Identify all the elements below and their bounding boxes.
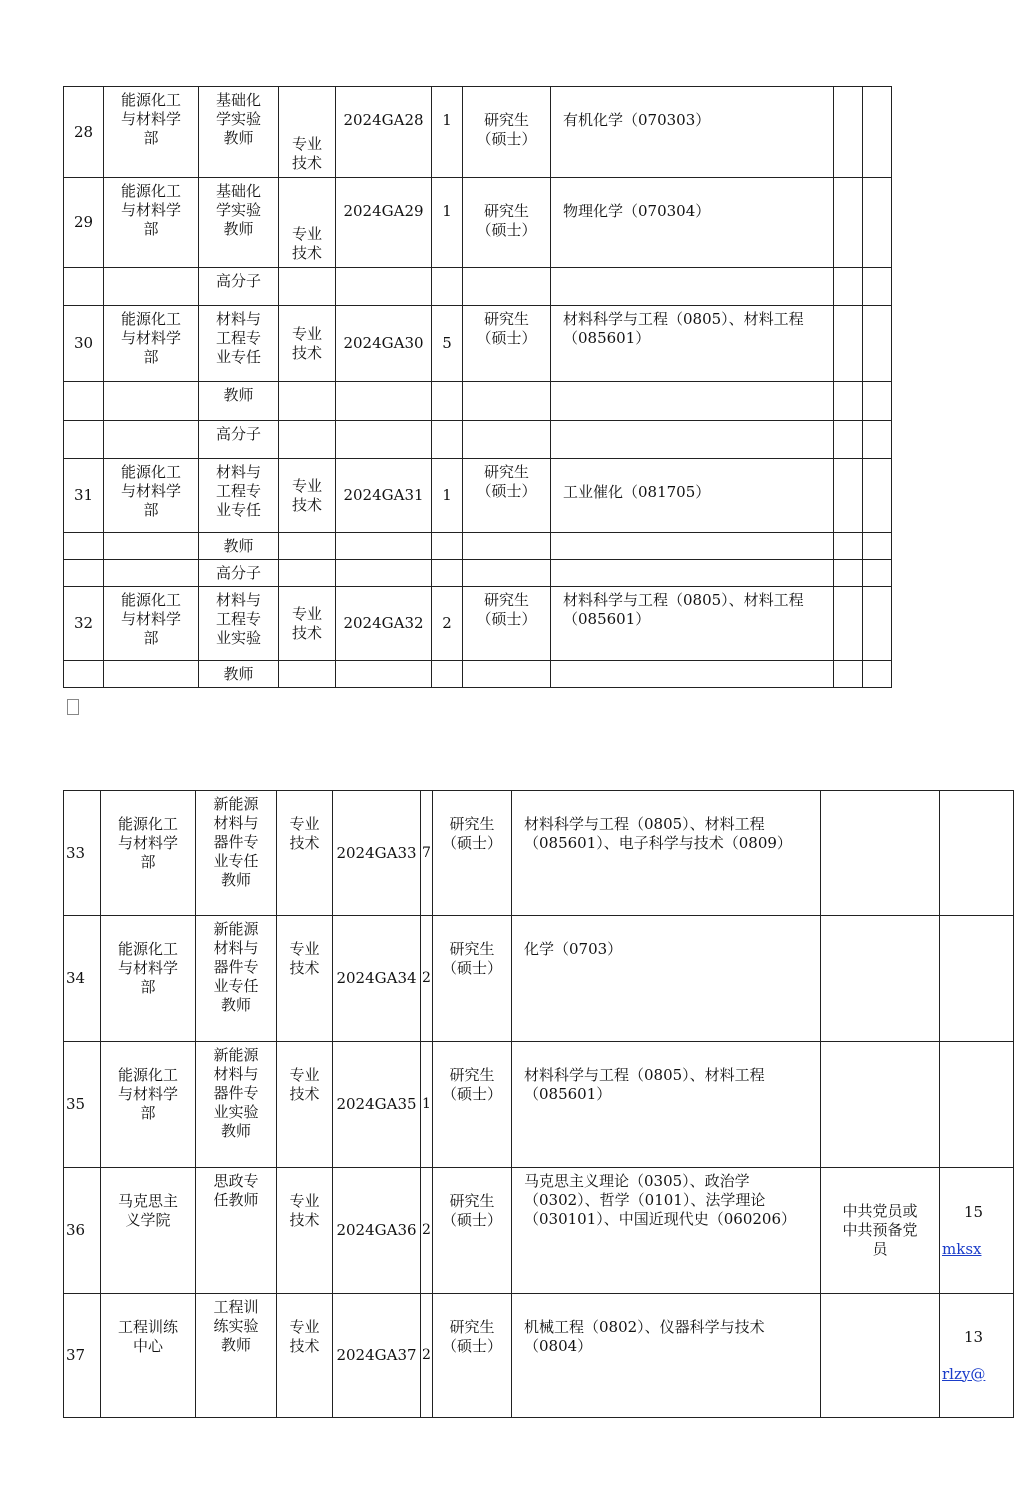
extra-cell [863,87,892,178]
table-row [64,1168,1014,1294]
empty-cell [279,661,336,688]
major-cell: 马克思主义理论（0305）、政治学 （0302）、哲学（0101）、法学理论 （030101）、中国近现代史（060206） [512,1168,821,1294]
empty-cell [336,661,432,688]
department-cell: 能源化工 与材料学 部 [101,1042,196,1168]
post-code-cell: 2024GA34 [333,916,421,1042]
post-type-cell: 专业 技术 [277,1168,333,1294]
post-name-cell: 高分子 [199,268,279,306]
extra-cell [863,587,892,661]
post-type-cell: 专业 技术 [279,306,336,382]
extra-cell [863,178,892,268]
empty-cell [834,661,863,688]
department-cell [104,533,199,560]
table-row [64,459,892,533]
row-number [64,661,104,688]
empty-cell [432,533,463,560]
department-cell: 能源化工 与材料学 部 [104,306,199,382]
empty-cell [336,382,432,421]
political-status-cell [821,1294,940,1418]
post-code-cell: 2024GA30 [336,306,432,382]
major-cell: 材料科学与工程（0805）、材料工程 （085601）、电子科学与技术（0809） [512,791,821,916]
education-cell: 研究生 （硕士） [433,791,512,916]
row-number: 32 [64,587,104,661]
headcount-cell: 2 [421,916,433,1042]
table-row [64,791,1014,916]
post-type-cell: 专业 技术 [277,916,333,1042]
empty-cell [834,533,863,560]
empty-cell [551,661,834,688]
headcount-cell: 1 [432,87,463,178]
empty-cell [834,268,863,306]
extra-cell [834,306,863,382]
table-row [64,382,892,421]
positions-table-top [63,86,892,688]
row-number: 31 [64,459,104,533]
post-type-cell: 专业 技术 [279,178,336,268]
empty-cell [336,560,432,587]
empty-cell [432,560,463,587]
department-cell: 能源化工 与材料学 部 [104,178,199,268]
political-status-cell [821,1042,940,1168]
table-row [64,1042,1014,1168]
major-cell: 有机化学（070303） [551,87,834,178]
table-row [64,268,892,306]
table-row [64,1294,1014,1418]
post-code-cell: 2024GA28 [336,87,432,178]
table-row [64,306,892,382]
political-status-cell [821,791,940,916]
empty-cell [551,421,834,459]
department-cell [104,382,199,421]
headcount-cell: 1 [432,178,463,268]
education-cell: 研究生 （硕士） [463,178,551,268]
empty-cell [834,560,863,587]
post-type-cell: 专业 技术 [277,1042,333,1168]
department-cell: 能源化工 与材料学 部 [101,791,196,916]
headcount-cell: 2 [421,1168,433,1294]
education-cell: 研究生 （硕士） [433,1294,512,1418]
extra-cell [834,587,863,661]
row-number: 37 [64,1294,101,1418]
major-cell: 物理化学（070304） [551,178,834,268]
post-name-cell: 工程训 练实验 教师 [196,1294,277,1418]
contact-cell [940,1042,1014,1168]
table-row [64,560,892,587]
headcount-cell: 5 [432,306,463,382]
row-number: 33 [64,791,101,916]
extra-cell [834,87,863,178]
contact-cell [940,791,1014,916]
post-code-cell: 2024GA31 [336,459,432,533]
row-number: 28 [64,87,104,178]
row-number [64,268,104,306]
headcount-cell: 7 [421,791,433,916]
education-cell: 研究生 （硕士） [463,459,551,533]
empty-cell [834,421,863,459]
row-number [64,421,104,459]
contact-phone: 15 [964,1202,984,1221]
empty-cell [279,382,336,421]
row-number [64,533,104,560]
post-code-cell: 2024GA32 [336,587,432,661]
post-name-cell: 新能源 材料与 器件专 业专任 教师 [196,791,277,916]
post-name-cell: 材料与 工程专 业专任 [199,459,279,533]
education-cell: 研究生 （硕士） [463,306,551,382]
major-cell: 机械工程（0802）、仪器科学与技术 （0804） [512,1294,821,1418]
empty-cell [863,560,892,587]
post-name-cell: 教师 [199,533,279,560]
empty-cell [336,268,432,306]
education-cell: 研究生 （硕士） [433,1042,512,1168]
major-cell: 化学（0703） [512,916,821,1042]
department-cell [104,421,199,459]
row-number: 30 [64,306,104,382]
contact-email-link[interactable]: rlzy@ [942,1364,986,1383]
empty-cell [336,533,432,560]
empty-cell [834,382,863,421]
major-cell: 工业催化（081705） [551,459,834,533]
row-number [64,560,104,587]
empty-cell [279,533,336,560]
department-cell [104,661,199,688]
political-status-cell: 中共党员或 中共预备党 员 [821,1168,940,1294]
table-row [64,533,892,560]
education-cell: 研究生 （硕士） [433,916,512,1042]
empty-cell [863,382,892,421]
empty-cell [279,560,336,587]
department-cell: 能源化工 与材料学 部 [104,87,199,178]
major-cell: 材料科学与工程（0805）、材料工程 （085601） [512,1042,821,1168]
contact-phone: 13 [964,1327,984,1346]
education-cell: 研究生 （硕士） [463,87,551,178]
empty-cell [463,533,551,560]
table-row [64,421,892,459]
post-code-cell: 2024GA33 [333,791,421,916]
post-name-cell: 新能源 材料与 器件专 业实验 教师 [196,1042,277,1168]
department-cell [104,268,199,306]
department-cell: 马克思主 义学院 [101,1168,196,1294]
department-cell: 工程训练 中心 [101,1294,196,1418]
headcount-cell: 2 [421,1294,433,1418]
empty-cell [463,661,551,688]
headcount-cell: 1 [432,459,463,533]
major-cell: 材料科学与工程（0805）、材料工程 （085601） [551,306,834,382]
empty-cell [279,421,336,459]
row-number: 34 [64,916,101,1042]
extra-cell [834,178,863,268]
department-cell: 能源化工 与材料学 部 [101,916,196,1042]
extra-cell [834,459,863,533]
row-number: 36 [64,1168,101,1294]
contact-email-link[interactable]: mksx [942,1239,982,1258]
table-row [64,178,892,268]
post-code-cell: 2024GA36 [333,1168,421,1294]
extra-cell [863,459,892,533]
table-row [64,916,1014,1042]
empty-cell [863,268,892,306]
extra-cell [863,306,892,382]
post-name-cell: 高分子 [199,560,279,587]
contact-cell [940,1294,1014,1418]
headcount-cell: 2 [432,587,463,661]
post-type-cell: 专业 技术 [279,587,336,661]
post-name-cell: 材料与 工程专 业实验 [199,587,279,661]
political-status-cell [821,916,940,1042]
contact-cell [940,1168,1014,1294]
empty-cell [551,268,834,306]
post-name-cell: 材料与 工程专 业专任 [199,306,279,382]
post-name-cell: 基础化 学实验 教师 [199,178,279,268]
positions-table-bottom [63,790,1014,1418]
post-name-cell: 高分子 [199,421,279,459]
empty-cell [551,560,834,587]
post-type-cell: 专业 技术 [279,87,336,178]
education-cell: 研究生 （硕士） [433,1168,512,1294]
post-code-cell: 2024GA29 [336,178,432,268]
post-name-cell: 思政专 任教师 [196,1168,277,1294]
department-cell [104,560,199,587]
contact-cell [940,916,1014,1042]
empty-cell [551,533,834,560]
department-cell: 能源化工 与材料学 部 [104,587,199,661]
row-number: 29 [64,178,104,268]
table-row [64,587,892,661]
post-type-cell: 专业 技术 [279,459,336,533]
post-type-cell: 专业 技术 [277,791,333,916]
empty-cell [432,382,463,421]
empty-cell [432,268,463,306]
empty-cell [463,560,551,587]
row-number [64,382,104,421]
post-name-cell: 教师 [199,382,279,421]
empty-cell [863,661,892,688]
post-name-cell: 新能源 材料与 器件专 业专任 教师 [196,916,277,1042]
row-number: 35 [64,1042,101,1168]
post-type-cell: 专业 技术 [277,1294,333,1418]
empty-cell [432,661,463,688]
education-cell: 研究生 （硕士） [463,587,551,661]
empty-cell [463,421,551,459]
department-cell: 能源化工 与材料学 部 [104,459,199,533]
headcount-cell: 1 [421,1042,433,1168]
post-code-cell: 2024GA35 [333,1042,421,1168]
empty-cell [863,421,892,459]
table-row [64,87,892,178]
post-name-cell: 教师 [199,661,279,688]
empty-cell [463,268,551,306]
table-row [64,661,892,688]
empty-cell [279,268,336,306]
empty-checkbox-marker [67,699,79,715]
empty-cell [463,382,551,421]
post-name-cell: 基础化 学实验 教师 [199,87,279,178]
post-code-cell: 2024GA37 [333,1294,421,1418]
major-cell: 材料科学与工程（0805）、材料工程 （085601） [551,587,834,661]
empty-cell [432,421,463,459]
empty-cell [551,382,834,421]
empty-cell [336,421,432,459]
empty-cell [863,533,892,560]
